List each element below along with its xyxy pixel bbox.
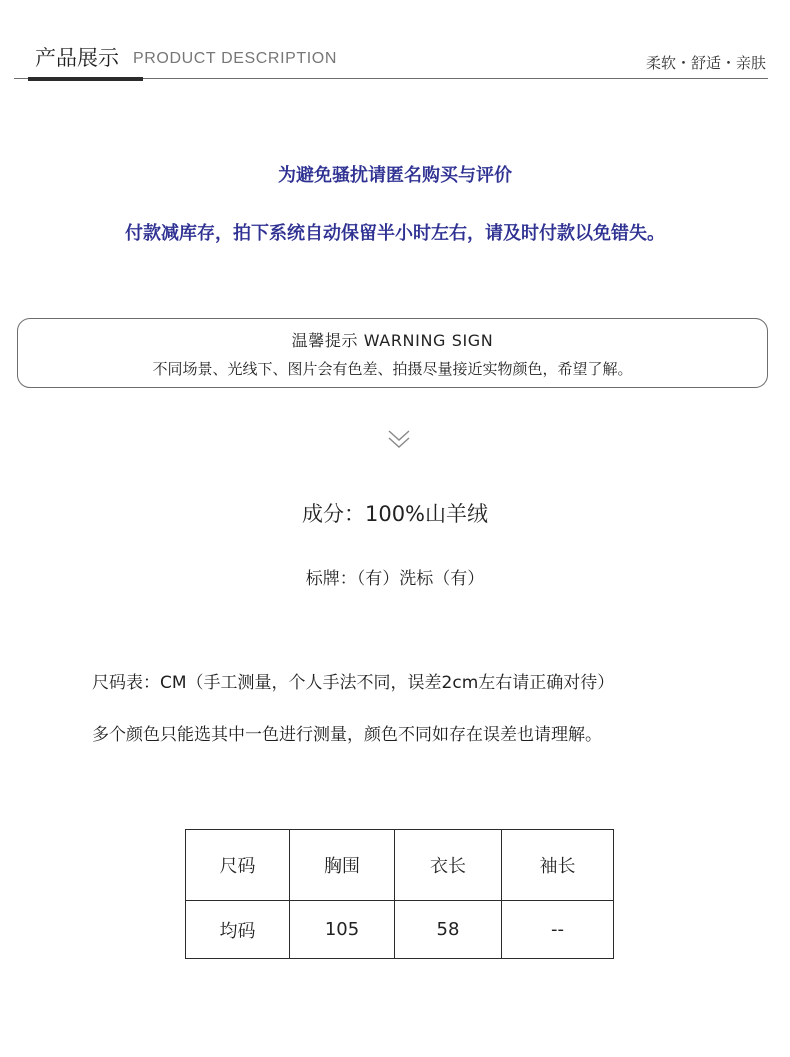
warning-text: 不同场景、光线下、图片会有色差、拍摄尽量接近实物颜色，希望了解。	[152, 360, 633, 378]
table-header-row	[186, 830, 614, 901]
table-header-cell: 尺码	[186, 830, 290, 901]
section-header	[14, 44, 768, 79]
table-header-cell: 胸围	[290, 830, 395, 901]
warning-title: 温馨提示 WARNING SIGN	[291, 331, 494, 350]
table-cell: --	[502, 901, 614, 959]
composition-text: 成分：100%山羊绒	[301, 502, 489, 526]
title-underline	[28, 77, 143, 81]
anonymous-purchase-notice: 为避免骚扰请匿名购买与评价	[278, 165, 512, 186]
table-row	[186, 901, 614, 959]
color-measure-note: 多个颜色只能选其中一色进行测量，颜色不同如存在误差也请理解。	[92, 725, 602, 745]
table-cell: 58	[395, 901, 502, 959]
section-subtitle: PRODUCT DESCRIPTION	[133, 50, 338, 67]
size-chart-note: 尺码表：CM（手工测量，个人手法不同，误差2cm左右请正确对待）	[92, 673, 615, 693]
table-cell: 105	[290, 901, 395, 959]
size-table	[185, 829, 614, 959]
payment-stock-notice: 付款减库存，拍下系统自动保留半小时左右，请及时付款以免错失。	[125, 223, 665, 244]
double-chevron-down-icon	[386, 428, 412, 452]
warning-box	[17, 318, 768, 388]
table-header-cell: 袖长	[502, 830, 614, 901]
table-cell: 均码	[186, 901, 290, 959]
product-tagline: 柔软・舒适・亲肤	[645, 54, 766, 72]
table-header-cell: 衣长	[395, 830, 502, 901]
section-title: 产品展示	[35, 46, 119, 70]
label-info-text: 标牌：（有）洗标（有）	[305, 569, 485, 589]
